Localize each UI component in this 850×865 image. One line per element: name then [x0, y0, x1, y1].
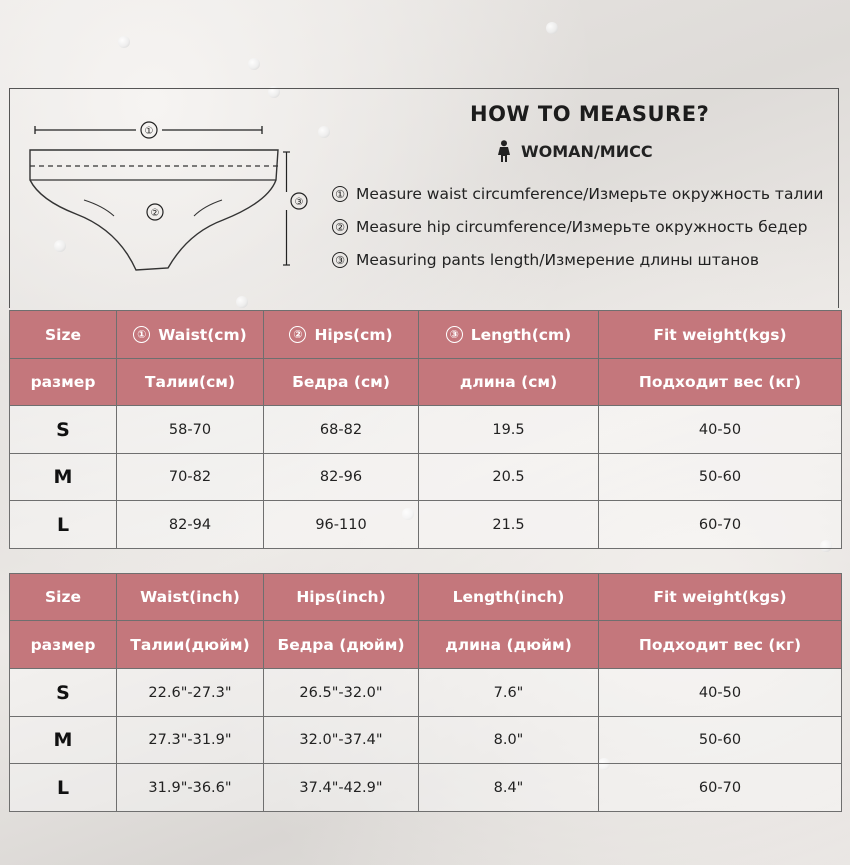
measure-subtitle: WOMAN/МИСС	[521, 141, 653, 161]
header-number: ①	[133, 326, 150, 343]
step-number: ①	[332, 186, 348, 202]
table-cell: 82-96	[264, 454, 419, 501]
table-row	[10, 669, 842, 717]
header-label: Length(cm)	[470, 325, 572, 344]
table-row	[10, 454, 842, 501]
table-cell: 31.9"-36.6"	[117, 764, 264, 812]
header-cell: Length(inch)	[419, 574, 599, 621]
table-row	[10, 717, 842, 764]
table-cell: 20.5	[419, 454, 599, 501]
table-cell: 96-110	[264, 501, 419, 549]
table-cell: 70-82	[117, 454, 264, 501]
table-row	[10, 764, 842, 812]
table-cell: 58-70	[117, 406, 264, 454]
header-cell	[419, 311, 599, 359]
table-cell: 40-50	[599, 406, 842, 454]
header-cell: размер	[10, 621, 117, 669]
table-cell: 22.6"-27.3"	[117, 669, 264, 717]
measure-step-waist	[332, 185, 824, 203]
table-cell: 60-70	[599, 764, 842, 812]
measure-subtitle-row	[497, 140, 653, 162]
table-row	[10, 406, 842, 454]
table-cell: 68-82	[264, 406, 419, 454]
pearl-decoration	[118, 36, 130, 48]
table-row	[10, 501, 842, 549]
size-cell: L	[10, 764, 117, 812]
header-cell: Бедра (см)	[264, 359, 419, 406]
table-cell: 19.5	[419, 406, 599, 454]
panties-diagram	[18, 108, 308, 278]
header-cell: Бедра (дюйм)	[264, 621, 419, 669]
size-cell: M	[10, 717, 117, 764]
header-label: Waist(cm)	[158, 325, 247, 344]
diagram-label-1: ①	[144, 126, 154, 137]
step-text: Measure waist circumference/Измерьте окружность талии	[356, 185, 824, 203]
header-cell: Подходит вес (кг)	[599, 621, 842, 669]
size-cell: S	[10, 669, 117, 717]
header-cell: длина (дюйм)	[419, 621, 599, 669]
header-cell: Талии(дюйм)	[117, 621, 264, 669]
table-cell: 50-60	[599, 717, 842, 764]
header-cell: Подходит вес (кг)	[599, 359, 842, 406]
table-cell: 40-50	[599, 669, 842, 717]
header-cell: Size	[10, 574, 117, 621]
size-cell: L	[10, 501, 117, 549]
table-cell: 82-94	[117, 501, 264, 549]
pearl-decoration	[248, 58, 260, 70]
header-cell: размер	[10, 359, 117, 406]
table-cell: 37.4"-42.9"	[264, 764, 419, 812]
step-text: Measure hip circumference/Измерьте окружность бедер	[356, 218, 808, 236]
table-cell: 27.3"-31.9"	[117, 717, 264, 764]
table-cell: 21.5	[419, 501, 599, 549]
header-cell: длина (см)	[419, 359, 599, 406]
table-cell: 50-60	[599, 454, 842, 501]
table-cell: 8.0"	[419, 717, 599, 764]
measure-step-length	[332, 251, 759, 269]
table-cell: 26.5"-32.0"	[264, 669, 419, 717]
woman-icon	[497, 140, 511, 162]
table-cell: 32.0"-37.4"	[264, 717, 419, 764]
measure-title: HOW TO MEASURE?	[470, 102, 710, 126]
size-cell: M	[10, 454, 117, 501]
size-table-inch	[9, 573, 842, 812]
size-table-cm	[9, 310, 842, 549]
header-cell	[10, 311, 117, 359]
header-cell: Waist(inch)	[117, 574, 264, 621]
header-cell: Fit weight(kgs)	[599, 574, 842, 621]
diagram-label-2: ②	[150, 208, 160, 219]
header-cell	[117, 311, 264, 359]
header-cell: Талии(см)	[117, 359, 264, 406]
header-label: Hips(cm)	[314, 325, 393, 344]
header-cell	[599, 311, 842, 359]
header-label: Fit weight(kgs)	[653, 325, 787, 344]
table-cell: 60-70	[599, 501, 842, 549]
table-header-row-ru	[10, 621, 842, 669]
measure-step-hips	[332, 218, 807, 236]
diagram-label-3: ③	[294, 197, 304, 208]
table-cell: 8.4"	[419, 764, 599, 812]
pearl-decoration	[546, 22, 558, 34]
header-number: ③	[446, 326, 463, 343]
step-number: ③	[332, 252, 348, 268]
table-header-row-en	[10, 311, 842, 359]
table-header-row-ru	[10, 359, 842, 406]
header-cell: Hips(inch)	[264, 574, 419, 621]
header-cell	[264, 311, 419, 359]
step-text: Measuring pants length/Измерение длины штанов	[356, 251, 760, 269]
size-cell: S	[10, 406, 117, 454]
header-number: ②	[289, 326, 306, 343]
header-label: Size	[44, 325, 81, 344]
table-header-row-en	[10, 574, 842, 621]
table-cell: 7.6"	[419, 669, 599, 717]
step-number: ②	[332, 219, 348, 235]
